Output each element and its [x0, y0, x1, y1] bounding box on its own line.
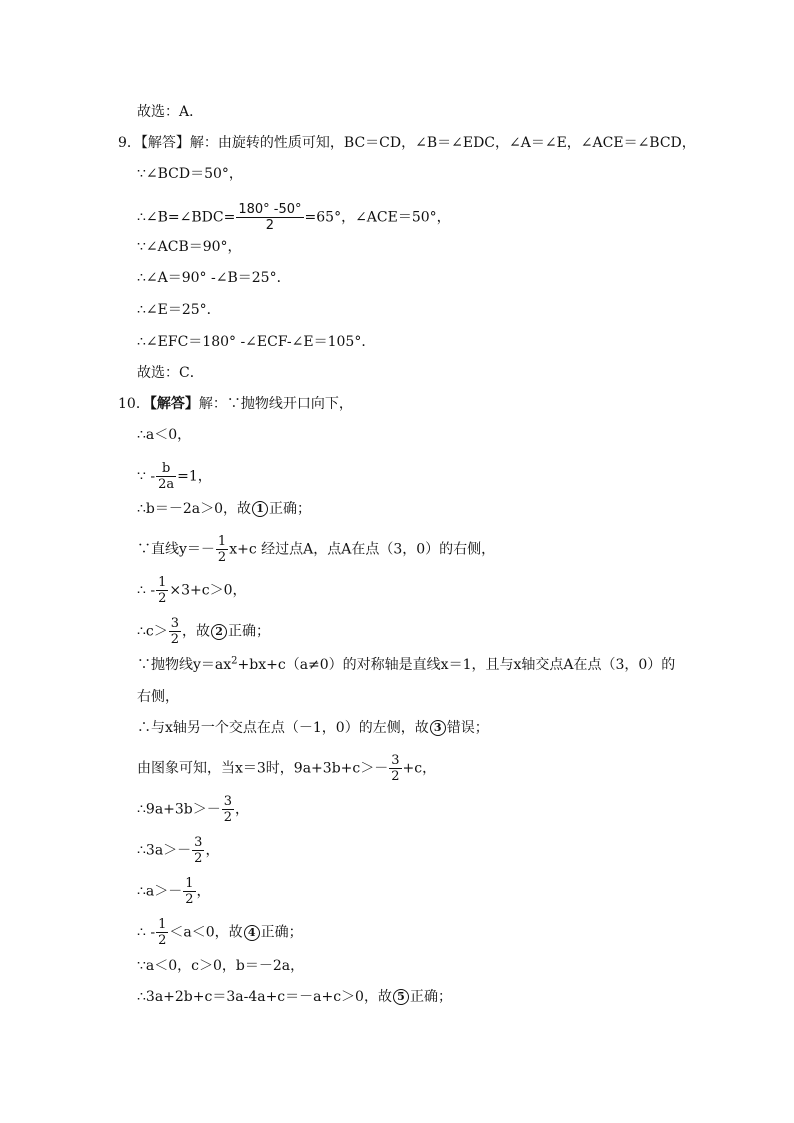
text: ∵直线y＝－ [137, 541, 215, 558]
step-line [137, 269, 291, 287]
fraction [192, 835, 204, 866]
text: 正确； [409, 989, 452, 1005]
text: ∴与x轴另一个交点在点（－1，0）的左侧，故 [137, 720, 429, 736]
fraction [183, 876, 195, 907]
step-line [137, 957, 304, 975]
text: ∵ - [137, 468, 156, 485]
fraction [156, 917, 168, 948]
text: ∴3a＞－ [137, 842, 192, 859]
text: x+c 经过点A，点A在点（3，0）的右侧， [229, 541, 496, 558]
answer-choice-c [137, 364, 204, 382]
text: =1， [177, 468, 212, 485]
text: ，故 [182, 623, 211, 640]
denominator: 2a [158, 477, 175, 492]
text: ∵∠ACB＝90°， [137, 239, 242, 255]
text: ∴b＝－2a＞0，故 [137, 501, 252, 517]
step-line [137, 301, 221, 319]
text: 由图象可知，当x＝3时，9a+3b+c＞－ [137, 760, 389, 777]
step-line [137, 876, 211, 907]
problem-9-heading [118, 134, 696, 152]
fraction [222, 794, 234, 825]
text: +bx+c（a≠0）的对称轴是直线x＝1，且与x轴交点A在点（3，0）的 [237, 657, 676, 673]
step-line [137, 656, 675, 674]
numerator: 180° -50° [238, 202, 302, 217]
step-line [137, 500, 311, 518]
denominator: 2 [185, 892, 194, 907]
text: ∴∠B=∠BDC= [137, 209, 236, 226]
problem-10-heading [118, 395, 353, 413]
step-line [137, 333, 375, 351]
fraction [216, 534, 228, 565]
numerator: 1 [158, 917, 167, 932]
numerator: 3 [223, 794, 233, 809]
problem-number: 10． [118, 396, 150, 412]
exponent: 2 [231, 655, 238, 667]
fraction [389, 753, 401, 784]
text: ∵抛物线y＝ax [137, 657, 232, 673]
step-line [137, 165, 243, 183]
text: ∴ - [137, 582, 156, 599]
text: ×3+c＞0， [169, 582, 247, 599]
text: ， [196, 883, 211, 900]
text: 故选：C． [137, 365, 204, 381]
text: 正确； [260, 924, 303, 941]
text: 正确； [228, 623, 271, 640]
text: ∵∠BCD＝50°， [137, 166, 243, 182]
circled-number: 2 [211, 624, 227, 640]
denominator: 2 [194, 851, 203, 866]
text: ， [205, 842, 220, 859]
step-line [137, 426, 191, 444]
numerator: 3 [170, 616, 180, 631]
circled-number: 5 [393, 989, 409, 1005]
fraction [169, 616, 181, 647]
step-line [137, 917, 303, 948]
text: +c， [402, 760, 437, 777]
step-line [137, 835, 219, 866]
text: 9．【解答】解：由旋转的性质可知，BC＝CD，∠B＝∠EDC，∠A＝∠E，∠ACE＝∠BCD， [118, 135, 696, 151]
text: 故选：A． [137, 104, 204, 120]
step-line [137, 988, 452, 1006]
numerator: 1 [158, 575, 167, 590]
text: ， [235, 801, 250, 818]
text: ∴∠EFC＝180° -∠ECF-∠E＝105°． [137, 334, 376, 350]
denominator: 2 [217, 550, 227, 565]
step-line [137, 616, 270, 647]
numerator: b [156, 461, 176, 477]
text: ∴ - [137, 924, 156, 941]
text: ∴a＞－ [137, 883, 183, 900]
denominator: 2 [223, 810, 233, 825]
fraction [156, 461, 176, 492]
denominator: 2 [158, 933, 167, 948]
denominator: 2 [170, 632, 180, 647]
circled-number: 1 [252, 501, 268, 517]
text: ∴9a+3b＞－ [137, 801, 221, 818]
step-line [137, 534, 495, 565]
denominator: 2 [158, 591, 167, 606]
text: ∵a＜0，c＞0，b＝－2a， [137, 958, 305, 974]
step-line [137, 461, 212, 492]
step-line [137, 719, 489, 737]
text: ∴a＜0， [137, 427, 192, 443]
text: =65°，∠ACE＝50°， [304, 209, 451, 226]
step-line [137, 238, 242, 256]
text: 错误； [446, 720, 489, 736]
denominator: 2 [265, 218, 275, 233]
answer-choice-a [137, 103, 203, 121]
text: 正确； [269, 501, 312, 517]
step-line [137, 202, 451, 233]
circled-number: 3 [430, 720, 446, 736]
numerator: 1 [185, 876, 194, 891]
fraction [156, 575, 168, 606]
answer-tag: 【解答】 [149, 396, 199, 412]
step-line [137, 575, 247, 606]
step-line [137, 794, 249, 825]
text: ∴c＞ [137, 623, 168, 640]
text: 解：∵抛物线开口向下， [198, 396, 353, 412]
denominator: 2 [391, 769, 400, 784]
text: ＜a＜0，故 [169, 924, 243, 941]
text: ∴∠E＝25°． [137, 302, 221, 318]
fraction [236, 202, 303, 233]
numerator: 3 [194, 835, 203, 850]
step-line [137, 753, 436, 784]
circled-number: 4 [244, 925, 260, 941]
step-line [137, 688, 179, 706]
text: 右侧， [137, 689, 179, 705]
numerator: 3 [391, 753, 400, 768]
text: ∴∠A＝90° -∠B＝25°． [137, 270, 291, 286]
numerator: 1 [217, 534, 227, 549]
text: ∴3a+2b+c＝3a-4a+c＝－a+c＞0，故 [137, 989, 392, 1005]
